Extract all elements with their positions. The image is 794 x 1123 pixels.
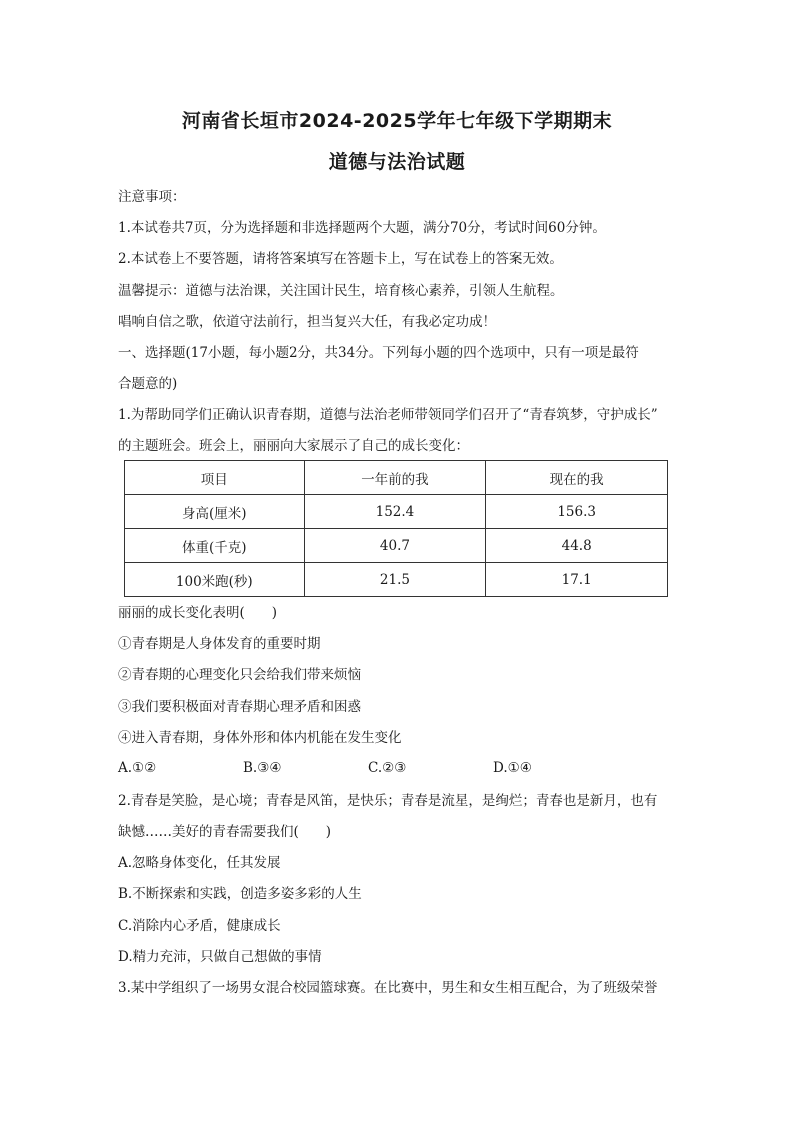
notes-item-1: 1.本试卷共7页，分为选择题和非选择题两个大题，满分70分，考试时间60分钟。 [118, 220, 606, 236]
q2-stem-cont: 缺憾……美好的青春需要我们( ) [118, 824, 332, 840]
table-cell: 40.7 [304, 529, 486, 563]
q1-statement-4: ④进入青春期，身体外形和体内机能在发生变化 [118, 730, 402, 746]
table-row [125, 529, 668, 563]
q1-statement-1: ①青春期是人身体发育的重要时期 [118, 636, 321, 652]
table-cell: 100米跑(秒) [125, 563, 305, 597]
q1-statement-2: ②青春期的心理变化只会给我们带来烦恼 [118, 667, 361, 683]
q1-option-c: C.②③ [368, 760, 407, 776]
table-cell: 156.3 [486, 495, 668, 529]
table-cell: 21.5 [304, 563, 486, 597]
q3-stem: 3.某中学组织了一场男女混合校园篮球赛。在比赛中，男生和女生相互配合，为了班级荣誉 [118, 980, 658, 996]
exam-title: 河南省长垣市2024-2025学年七年级下学期期末 [181, 110, 613, 132]
growth-table [124, 460, 668, 597]
exam-subtitle: 道德与法治试题 [328, 151, 466, 173]
q2-option-d: D.精力充沛，只做自己想做的事情 [118, 949, 322, 965]
q1-stem-cont: 的主题班会。班会上，丽丽向大家展示了自己的成长变化： [118, 438, 469, 454]
table-cell: 152.4 [304, 495, 486, 529]
notes-heading: 注意事项： [118, 189, 186, 205]
notes-item-2: 2.本试卷上不要答题，请将答案填写在答题卡上，写在试卷上的答案无效。 [118, 251, 563, 267]
q2-option-c: C.消除内心矛盾，健康成长 [118, 918, 281, 934]
q1-question: 丽丽的成长变化表明( ) [118, 605, 278, 621]
table-row [125, 563, 668, 597]
table-cell: 体重(千克) [125, 529, 305, 563]
q1-option-a: A.①② [118, 760, 157, 776]
q1-option-b: B.③④ [243, 760, 282, 776]
q2-stem: 2.青春是笑脸，是心境；青春是风笛，是快乐；青春是流星，是绚烂；青春也是新月，也有 [118, 793, 658, 809]
table-header-cell: 项目 [125, 461, 305, 495]
q1-option-d: D.①④ [493, 760, 532, 776]
q2-option-b: B.不断探索和实践，创造多姿多彩的人生 [118, 886, 362, 902]
table-header-cell: 现在的我 [486, 461, 668, 495]
notes-slogan: 唱响自信之歌，依道守法前行，担当复兴大任，有我必定功成！ [118, 314, 496, 330]
section1-heading-cont: 合题意的) [118, 376, 178, 392]
q2-option-a: A.忽略身体变化，任其发展 [118, 855, 281, 871]
table-cell: 17.1 [486, 563, 668, 597]
q1-statement-3: ③我们要积极面对青春期心理矛盾和困惑 [118, 699, 361, 715]
table-cell: 44.8 [486, 529, 668, 563]
section1-heading: 一、选择题(17小题，每小题2分，共34分。下列每小题的四个选项中，只有一项是最符 [118, 345, 639, 361]
table-header-cell: 一年前的我 [304, 461, 486, 495]
q1-stem: 1.为帮助同学们正确认识青春期，道德与法治老师带领同学们召开了“青春筑梦，守护成长” [118, 407, 658, 423]
notes-tip: 温馨提示：道德与法治课，关注国计民生，培育核心素养，引领人生航程。 [118, 283, 564, 299]
table-cell: 身高(厘米) [125, 495, 305, 529]
table-row [125, 495, 668, 529]
table-header-row [125, 461, 668, 495]
